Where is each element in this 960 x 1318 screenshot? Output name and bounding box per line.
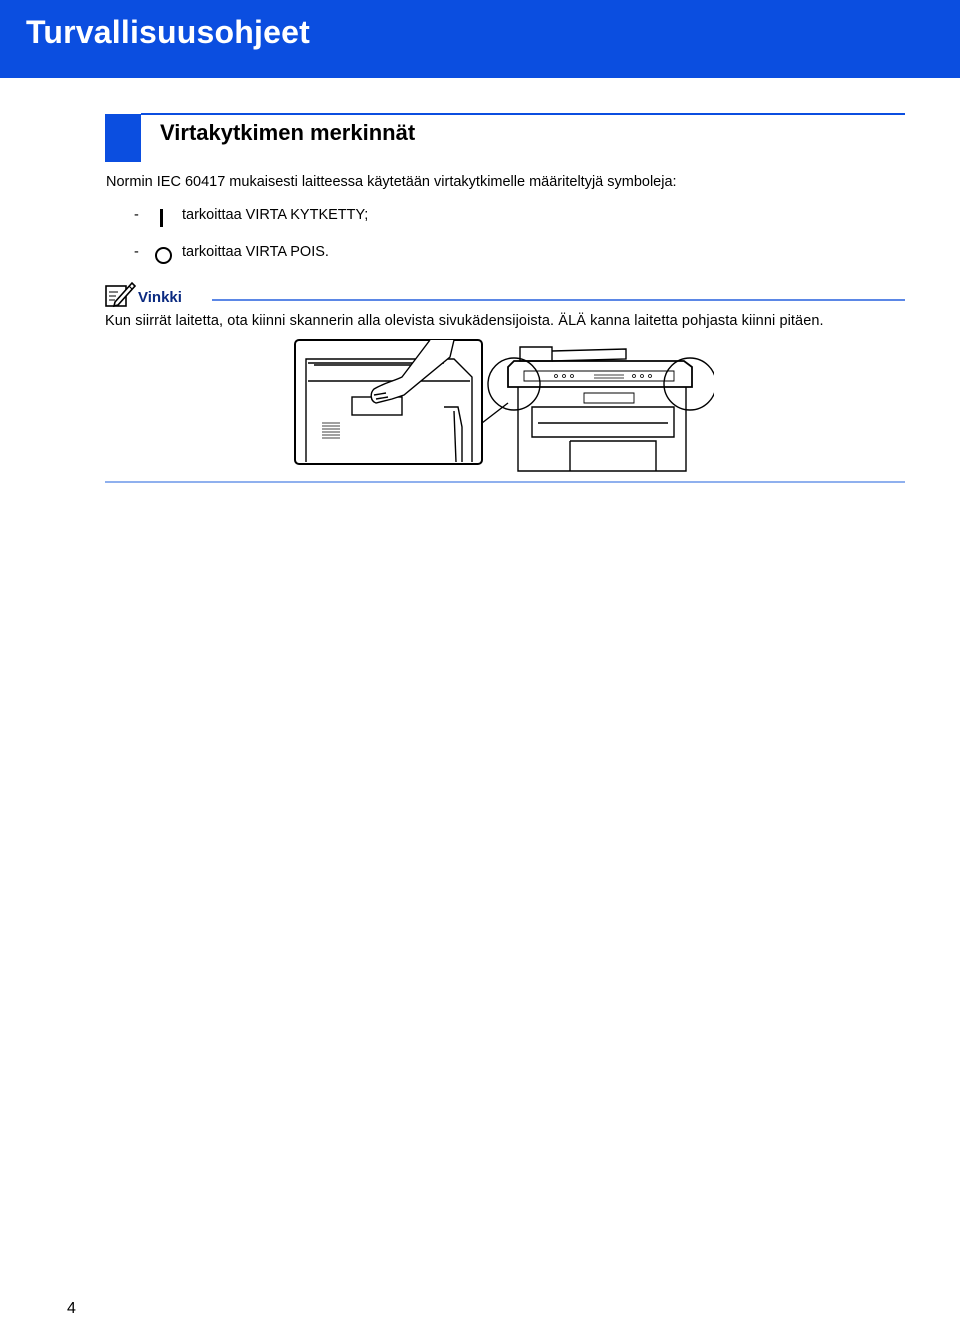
note-divider [212, 299, 905, 301]
device-illustration [294, 337, 714, 479]
section-title: Virtakytkimen merkinnät [160, 120, 416, 145]
list-dash: - [134, 207, 139, 223]
note-label: Vinkki [138, 289, 182, 306]
page-title: Turvallisuusohjeet [26, 14, 310, 50]
power-on-icon [160, 209, 163, 227]
symbol-row-off [0, 244, 960, 266]
page-number: 4 [67, 1300, 76, 1317]
symbol-description: tarkoittaa VIRTA POIS. [182, 244, 329, 260]
symbol-row-on [0, 207, 960, 229]
section-marker [105, 114, 141, 162]
power-off-icon [155, 247, 172, 264]
bottom-divider [105, 481, 905, 483]
symbol-description: tarkoittaa VIRTA KYTKETTY; [182, 207, 369, 223]
section-divider [141, 113, 905, 115]
list-dash: - [134, 244, 139, 260]
header-banner [0, 0, 960, 78]
note-text: Kun siirrät laitetta, ota kiinni skannerin alla olevista sivukädensijoista. ÄLÄ kanna laitetta pohjasta kiinni pitäen. [105, 313, 824, 329]
pencil-note-icon [104, 280, 136, 308]
intro-paragraph: Normin IEC 60417 mukaisesti laitteessa käytetään virtakytkimelle määriteltyjä symboleja: [106, 174, 677, 190]
